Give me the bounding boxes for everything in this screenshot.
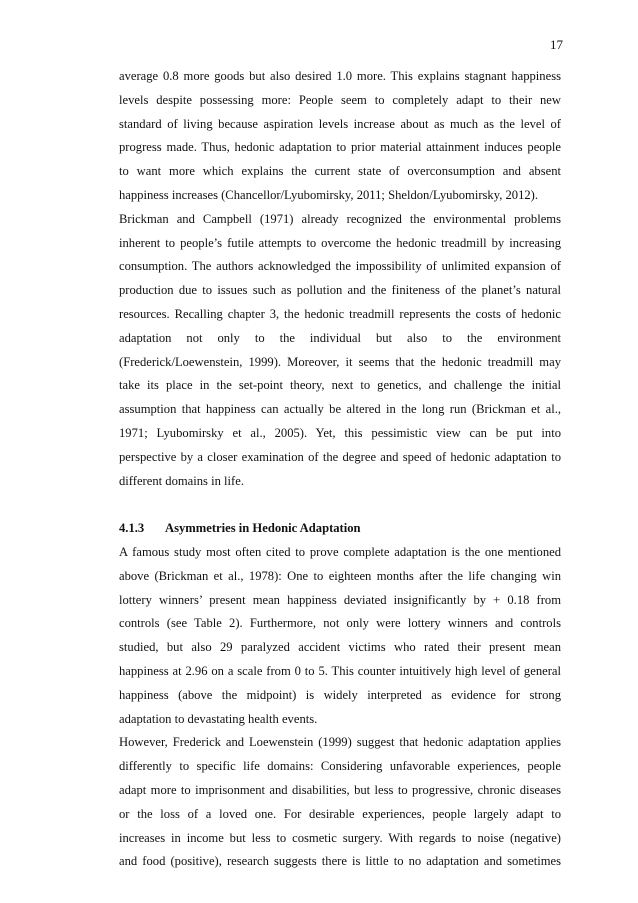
page-body [119,65,561,874]
text-line: perspective by a closer examination of the degree and speed of hedonic adaptation to [119,449,561,464]
text-line: different domains in life. [119,473,244,488]
text-line: or the loss of a loved one. For desirable experiences, people largely adapt to [119,806,561,821]
paragraph-life-domains [119,731,561,874]
text-line: above (Brickman et al., 1978): One to eighteen months after the life changing win [119,568,561,583]
text-line: assumption that happiness can actually be altered in the long run (Brickman et al., [119,402,561,417]
text-line: However, Frederick and Loewenstein (1999) suggest that hedonic adaptation applies [119,735,561,750]
paragraph-hedonic-treadmill-intro [119,65,561,208]
paragraph-spacer [119,493,561,517]
text-line: lottery winners’ present mean happiness deviated insignificantly by + 0.18 from [119,592,561,607]
page-number: 17 [550,37,563,52]
text-line: happiness at 2.96 on a scale from 0 to 5. This counter intuitively high level of general [119,663,561,678]
text-line: Brickman and Campbell (1971) already recognized the environmental problems [119,211,561,226]
paragraph-lottery-study [119,541,561,731]
text-line: controls (see Table 2). Furthermore, not only were lottery winners and controls [119,616,561,631]
text-line: adaptation not only to the individual but also to the environment [119,330,561,345]
text-line: progress made. Thus, hedonic adaptation to prior material attainment induces people [119,140,561,155]
section-number: 4.1.3 [119,521,145,536]
text-line: differently to specific life domains: Considering unfavorable experiences, people [119,759,561,774]
paragraph-brickman-campbell [119,208,561,494]
text-line: to want more which explains the current state of overconsumption and absent [119,164,561,179]
text-line: inherent to people’s futile attempts to overcome the hedonic treadmill by increasing [119,235,561,250]
text-line: happiness increases (Chancellor/Lyubomirsky, 2011; Sheldon/Lyubomirsky, 2012). [119,187,539,202]
text-line: take its place in the set-point theory, next to genetics, and challenge the initial [119,378,561,393]
text-line: standard of living because aspiration levels increase about as much as the level of [119,116,561,131]
section-title: Asymmetries in Hedonic Adaptation [165,521,361,536]
text-line: adaptation to devastating health events. [119,711,318,726]
text-line: adapt more to imprisonment and disabilities, but less to progressive, chronic diseases [119,782,561,797]
text-line: and food (positive), research suggests there is little to no adaptation and sometimes [119,854,561,869]
text-line: consumption. The authors acknowledged the impossibility of unlimited expansion of [119,259,561,274]
text-line: A famous study most often cited to prove complete adaptation is the one mentioned [119,544,561,559]
text-line: resources. Recalling chapter 3, the hedonic treadmill represents the costs of hedonic [119,306,561,321]
section-heading [119,517,561,541]
text-line: average 0.8 more goods but also desired 1.0 more. This explains stagnant happiness [119,69,561,83]
text-line: (Frederick/Loewenstein, 1999). Moreover, it seems that the hedonic treadmill may [119,354,561,369]
text-line: studied, but also 29 paralyzed accident victims who rated their present mean [119,640,561,655]
text-line: increases in income but less to cosmetic surgery. With regards to noise (negative) [119,830,561,845]
text-line: levels despite possessing more: People seem to completely adapt to their new [119,92,561,107]
text-line: happiness (above the midpoint) is widely interpreted as evidence for strong [119,687,561,702]
text-line: production due to issues such as pollution and the finiteness of the planet’s natural [119,283,561,298]
text-line: 1971; Lyubomirsky et al., 2005). Yet, this pessimistic view can be put into [119,425,561,440]
